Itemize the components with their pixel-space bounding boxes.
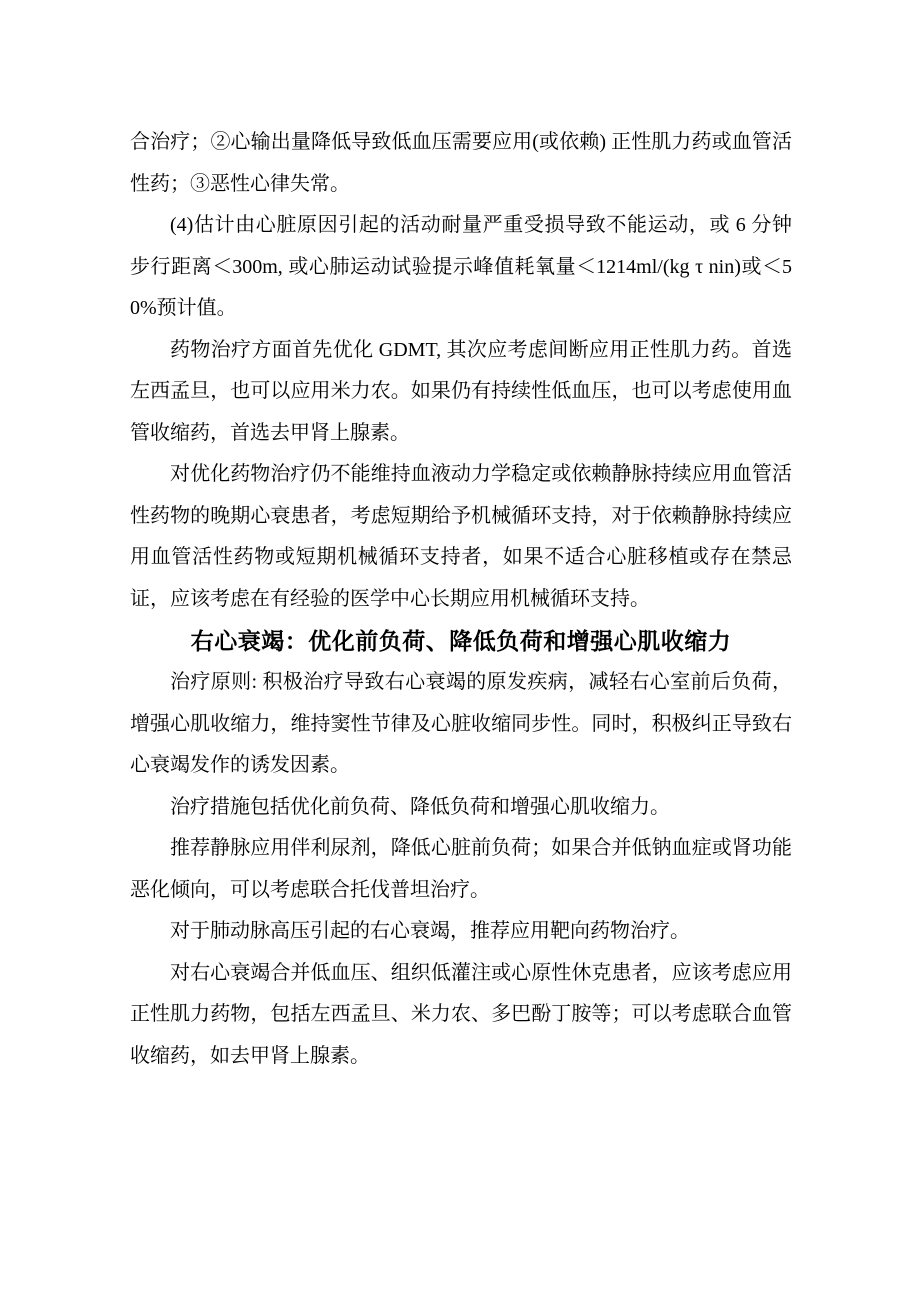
- paragraph: 治疗措施包括优化前负荷、降低负荷和增强心肌收缩力。: [170, 795, 670, 818]
- section-heading: 右心衰竭：优化前负荷、降低负荷和增强心肌收缩力: [190, 628, 732, 654]
- paragraph: 推荐静脉应用伴利尿剂，降低心脏前负荷；如果合并低钠血症或肾功能恶化倾向，可以考虑联合托伐普坦治疗。: [130, 837, 792, 901]
- paragraph: 治疗原则: 积极治疗导致右心衰竭的原发疾病，减轻右心室前后负荷，增强心肌收缩力，维持窦性节律及心脏收缩同步性。同时，积极纠正导致右心衰竭发作的诱发因素。: [130, 671, 792, 776]
- paragraph: 对优化药物治疗仍不能维持血液动力学稳定或依赖静脉持续应用血管活性药物的晚期心衰患者，考虑短期给予机械循环支持，对于依赖静脉持续应用血管活性药物或短期机械循环支持者，如果不适合心脏移植或存在禁忌证，应该考虑在有经验的医学中心长期应用机械循环支持。: [130, 463, 792, 610]
- paragraph: (4)估计由心脏原因引起的活动耐量严重受损导致不能运动，或 6 分钟步行距离＜300m, 或心肺运动试验提示峰值耗氧量＜1214ml/(kg τ nin)或＜50%预计值。: [130, 214, 792, 319]
- paragraph: 对于肺动脉高压引起的右心衰竭，推荐应用靶向药物治疗。: [170, 920, 690, 942]
- paragraph: 对右心衰竭合并低血压、组织低灌注或心原性休克患者，应该考虑应用正性肌力药物，包括左西孟旦、米力农、多巴酚丁胺等；可以考虑联合血管收缩药，如去甲肾上腺素。: [130, 961, 792, 1067]
- paragraph: 药物治疗方面首先优化 GDMT, 其次应考虑间断应用正性肌力药。首选左西孟旦，也可以应用米力农。如果仍有持续性低血压，也可以考虑使用血管收缩药，首选去甲肾上腺素。: [130, 338, 792, 444]
- paragraph: 合治疗；②心输出量降低导致低血压需要应用(或依赖) 正性肌力药或血管活性药；③恶性心律失常。: [130, 131, 792, 195]
